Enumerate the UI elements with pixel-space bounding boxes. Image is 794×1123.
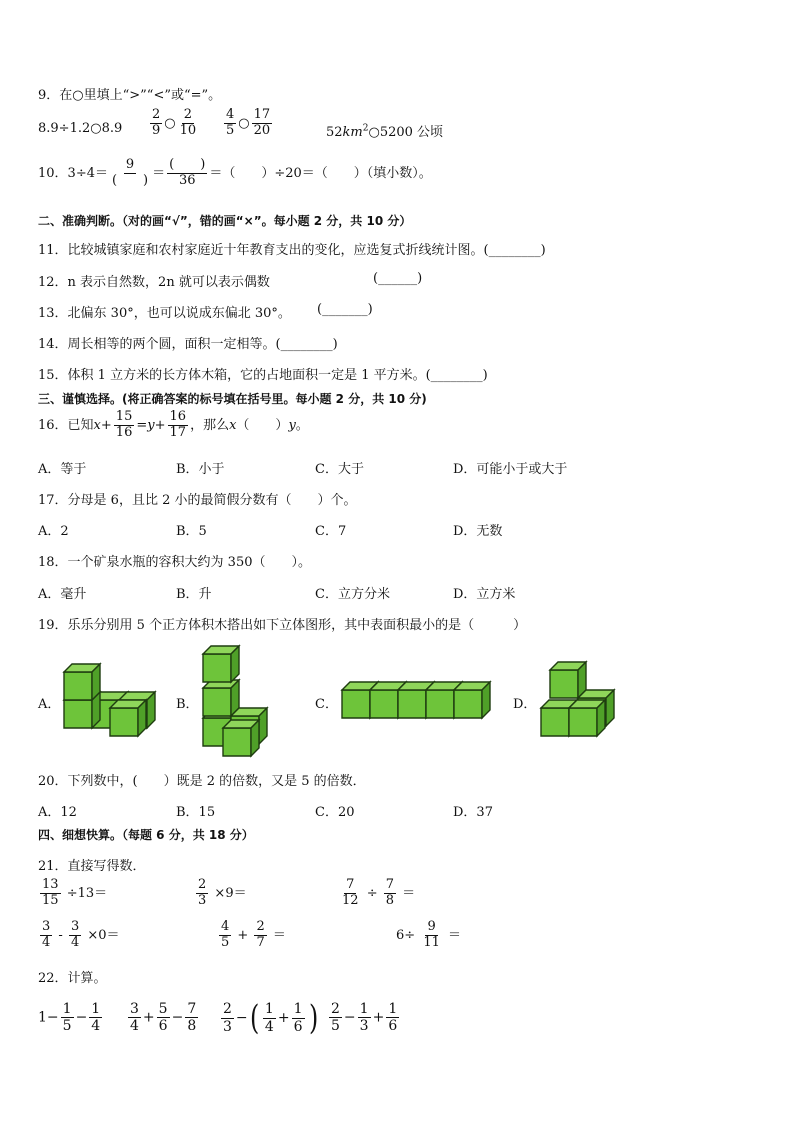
q16-option-c: C．大于 <box>315 462 364 477</box>
q9-item-b: $\frac{2}{9}$ ○ $\frac{2}{10}$ <box>152 107 197 138</box>
q20: 20．下列数中，( ）既是 2 的倍数，又是 5 的倍数． <box>38 774 366 789</box>
q18-option-b: B．升 <box>176 587 212 602</box>
section3-title: 三、谨慎选择。(将正确答案的标号填在括号里。每小题 2 分，共 10 分) <box>38 392 427 406</box>
q14: 14．周长相等的两个圆，面积一定相等。(________) <box>38 337 338 352</box>
q21-r1c3: $\frac{7}{12}$ ÷ $\frac{7}{8}$ ＝ <box>342 877 416 908</box>
q20-option-d: D．37 <box>453 805 493 820</box>
q21-title: 21．直接写得数． <box>38 859 146 874</box>
q20-option-a: A．12 <box>38 805 77 820</box>
q18: 18．一个矿泉水瓶的容积大约为 350（ ）。 <box>38 555 311 570</box>
open-paren: ( <box>249 998 259 1038</box>
q21-r2c2: $\frac{4}{5}$ + $\frac{2}{7}$ ＝ <box>221 919 286 950</box>
q21-r1c1: $\frac{13}{15}$ ÷13＝ <box>42 877 108 908</box>
q16-option-a: A．等于 <box>38 462 87 477</box>
q19-label-a: A． <box>38 697 61 712</box>
q11: 11．比较城镇家庭和农村家庭近十年教育支出的变化，应选复式折线统计图。(________) <box>38 243 546 258</box>
q21-r2c1: $\frac{3}{4}$ - $\frac{3}{4}$ ×0＝ <box>42 919 120 950</box>
q9-title: 9．在○里填上“>”“<”或“=”。 <box>38 88 222 103</box>
q19-label-c: C． <box>315 697 338 712</box>
q12: 12．n 表示自然数，2n 就可以表示偶数 <box>38 275 270 290</box>
q22-expr-1: 1− $\frac{1}{5}$ − $\frac{1}{4}$ <box>38 1001 101 1035</box>
q18-option-a: A．毫升 <box>38 587 87 602</box>
q22-expr-3: $\frac{2}{3}$ −( $\frac{1}{4}$ + $\frac{1}{6}$ ) <box>223 998 318 1038</box>
q21-r2c3: 6÷ $\frac{9}{11}$ ＝ <box>396 919 462 950</box>
q16: 16．已知x+ $\frac{15}{16}$ =y+ $\frac{16}{17}$ ，那么x（ ）y。 <box>38 409 309 440</box>
q22-expr-4: $\frac{2}{5}$ − $\frac{1}{3}$ + $\frac{1}{6}$ <box>331 1001 398 1035</box>
q17-option-d: D．无数 <box>453 524 503 539</box>
q9-item-d: $52km^2○5200$ 公顷 <box>326 123 444 140</box>
q13: 13．北偏东 30°，也可以说成东偏北 30°。 <box>38 306 291 321</box>
q19-figure-b <box>203 646 267 756</box>
section4-title: 四、细想快算。（每题 6 分，共 18 分） <box>38 828 254 842</box>
q22-title: 22．计算。 <box>38 971 107 986</box>
q17: 17．分母是 6，且比 2 小的最简假分数有（ ）个。 <box>38 493 357 508</box>
q16-option-b: B．小于 <box>176 462 225 477</box>
q22-expr-2: $\frac{3}{4}$ + $\frac{5}{6}$ − $\frac{7}{8}$ <box>130 1001 197 1035</box>
q9-item-c: $\frac{4}{5}$ ○ $\frac{17}{20}$ <box>226 107 271 138</box>
q12-answer: (______) <box>373 271 423 286</box>
q20-option-c: C．20 <box>315 805 355 820</box>
q19-figure-d <box>541 662 614 736</box>
q19-figure-a <box>64 664 155 736</box>
q18-option-d: D．立方米 <box>453 587 516 602</box>
q18-option-c: C．立方分米 <box>315 587 390 602</box>
q17-option-c: C．7 <box>315 524 347 539</box>
q17-option-b: B．5 <box>176 524 207 539</box>
section2-title: 二、准确判断。（对的画“√”，错的画“×”。每小题 2 分，共 10 分） <box>38 214 412 228</box>
q20-option-b: B．15 <box>176 805 216 820</box>
q19-label-d: D． <box>513 697 537 712</box>
q16-option-d: D．可能小于或大于 <box>453 462 568 477</box>
q21-r1c2: $\frac{2}{3}$ ×9＝ <box>198 877 247 908</box>
close-paren: ) <box>308 998 318 1038</box>
q10: 10．3÷4＝ $\frac{9}{( )}$ ＝ $\frac{( )}{36}$ ＝（ ）÷20＝（ ）（填小数）。 <box>38 157 432 188</box>
q19-label-b: B． <box>176 697 199 712</box>
q19-figure-c <box>342 682 490 718</box>
q19: 19．乐乐分别用 5 个正方体积木搭出如下立体图形，其中表面积最小的是（ ） <box>38 618 527 633</box>
q9-item-a: 8.9÷1.2○8.9 <box>38 121 123 136</box>
q17-option-a: A．2 <box>38 524 69 539</box>
q15: 15．体积 1 立方米的长方体木箱，它的占地面积一定是 1 平方米。(________) <box>38 368 488 383</box>
q13-answer: (_______) <box>317 302 373 317</box>
